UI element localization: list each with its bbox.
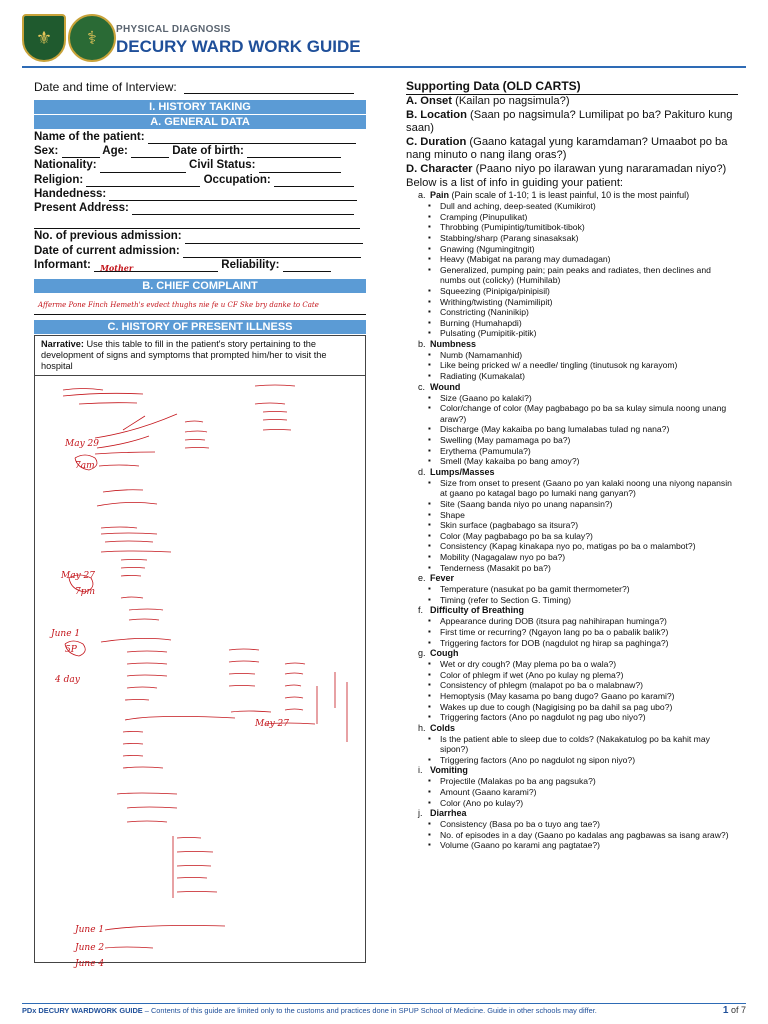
list-item: ▪ Is the patient able to sleep due to colds? (Nakakatulog po ba kahit may sipon?)	[440, 734, 738, 755]
list-item: ▪ Site (Saang banda niyo po unang napansin?)	[440, 499, 738, 510]
narrative-instructions	[35, 336, 365, 375]
chief-complaint-band: B. CHIEF COMPLAINT	[34, 279, 366, 293]
duration-label: C. Duration	[406, 135, 467, 148]
caduceus-icon: ⚕	[87, 27, 97, 49]
address-field[interactable]	[132, 204, 354, 215]
school-logo	[22, 14, 66, 62]
dob-label: Date of birth:	[172, 145, 244, 158]
onset-label: A. Onset	[406, 95, 453, 107]
civil-status-field[interactable]	[259, 162, 341, 173]
section-heading	[418, 605, 738, 616]
nationality-label: Nationality:	[34, 159, 97, 172]
sex-field[interactable]	[62, 147, 100, 158]
list-item: ▪ Cramping (Pinupulikat)	[440, 212, 738, 223]
narrative-box[interactable]	[34, 335, 366, 970]
narrative-label: Narrative:	[41, 339, 84, 350]
history-taking-band: I. HISTORY TAKING	[34, 100, 366, 114]
handedness-field[interactable]	[109, 190, 357, 201]
character-sections	[406, 190, 738, 851]
handedness-label: Handedness:	[34, 187, 107, 200]
list-item: ▪ Wet or dry cough? (May plema po ba o wala?)	[440, 659, 738, 670]
section-title: Pain	[430, 190, 450, 201]
section-list	[440, 776, 738, 808]
list-item: ▪ Consistency of phlegm (malapot po ba o malabnaw?)	[440, 680, 738, 691]
interview-date-label: Date and time of Interview:	[34, 80, 177, 94]
list-item: ▪ Size from onset to present (Gaano po yan kalaki noong una niyong napansin at gaano po katagal bago po lumaki nang ganyan?)	[440, 478, 738, 499]
section-letter: h.	[418, 722, 426, 733]
note-date-4: June 1	[75, 925, 105, 936]
list-item: ▪ Triggering factors (Ano po nagdulot ng sipon niyo?)	[440, 755, 738, 766]
list-item: ▪ Burning (Humahapdi)	[440, 318, 738, 329]
note-time-2: 7pm	[75, 587, 96, 598]
age-field[interactable]	[131, 147, 169, 158]
current-admission-field[interactable]	[183, 247, 361, 258]
list-item: ▪ Radiating (Kumakalat)	[440, 371, 738, 382]
narrative-text: Use this table to fill in the patient's story pertaining to the development of signs and symptoms that prompted him/her to visit the hospital	[41, 339, 327, 372]
section-letter: a.	[418, 190, 426, 201]
informant-field[interactable]	[94, 261, 218, 272]
chief-complaint-field[interactable]: Afferme Pone Finch Hemeth's evdect thughs nie fe u CF Ske bry danke to Cate	[34, 297, 366, 315]
previous-admission-label: No. of previous admission:	[34, 230, 182, 243]
section-list	[440, 819, 738, 851]
duration-text: (Gaano katagal yung karamdaman? Umaabot po ba nang minuto o nang ilang oras?)	[406, 135, 728, 162]
section-title: Colds	[430, 722, 456, 733]
list-item: ▪ Like being pricked w/ a needle/ tingling (tinutusok ng karayom)	[440, 360, 738, 371]
section-heading	[418, 765, 738, 776]
location-item	[406, 109, 738, 136]
general-data-form	[34, 130, 366, 272]
narrative-divider	[35, 375, 365, 376]
section-heading	[418, 808, 738, 819]
nationality-field[interactable]	[100, 162, 186, 173]
section-list	[440, 659, 738, 723]
general-data-band: A. GENERAL DATA	[34, 115, 366, 129]
right-column	[406, 79, 738, 851]
list-item: ▪ Consistency (Basa po ba o tuyo ang tae?)	[440, 819, 738, 830]
header-subtitle: PHYSICAL DIAGNOSIS	[116, 24, 231, 35]
section-letter: f.	[418, 605, 424, 616]
note-date-3: June 1	[51, 629, 81, 640]
list-item: ▪ Size (Gaano po kalaki?)	[440, 393, 738, 404]
list-item: ▪ Tenderness (Masakit po ba?)	[440, 563, 738, 574]
list-item: ▪ Hemoptysis (May kasama po bang dugo? Gaano po karami?)	[440, 691, 738, 702]
section-title: Wound	[430, 381, 461, 392]
address-field-line2[interactable]	[34, 218, 360, 229]
section-heading	[418, 190, 738, 201]
list-item: ▪ Wakes up due to cough (Nagigising po ba dahil sa pag ubo?)	[440, 702, 738, 713]
age-label: Age:	[102, 145, 128, 158]
list-item: ▪ Erythema (Pamumula?)	[440, 446, 738, 457]
section-heading	[418, 723, 738, 734]
section-note: (Pain scale of 1-10; 1 is least painful, 10 is the most painful)	[449, 190, 690, 201]
section-letter: i.	[418, 765, 423, 776]
character-text: (Paano niyo po ilarawan yung nararamadan niyo?) Below is a list of info in guiding your patient:	[406, 162, 727, 189]
civil-status-label: Civil Status:	[189, 159, 256, 172]
section-list	[440, 584, 738, 605]
religion-field[interactable]	[86, 176, 200, 187]
section-title: Cough	[430, 648, 459, 659]
interview-date-row	[34, 80, 366, 94]
list-item: ▪ Squeezing (Pinipiga/pinipisil)	[440, 286, 738, 297]
section-title: Lumps/Masses	[430, 466, 495, 477]
note-time-3: 5P	[65, 645, 77, 656]
section-heading	[418, 648, 738, 659]
list-item: ▪ Skin surface (pagbabago sa itsura?)	[440, 520, 738, 531]
list-item: ▪ Dull and aching, deep-seated (Kumikirot)	[440, 201, 738, 212]
sex-label: Sex:	[34, 145, 59, 158]
section-list	[440, 201, 738, 339]
header-title: DECURY WARD WORK GUIDE	[116, 37, 361, 56]
interview-date-field[interactable]	[184, 82, 354, 94]
section-title: Fever	[430, 573, 455, 584]
note-duration: 4 day	[55, 675, 80, 686]
section-heading	[418, 573, 738, 584]
supporting-data-title: Supporting Data (OLD CARTS)	[406, 79, 738, 95]
location-label: B. Location	[406, 108, 467, 121]
informant-label: Informant:	[34, 258, 91, 271]
list-item: ▪ Appearance during DOB (itsura pag nahihirapan huminga?)	[440, 616, 738, 627]
left-column	[34, 80, 366, 970]
section-title: Vomiting	[430, 765, 468, 776]
list-item: ▪ Color (May pagbabago po ba sa kulay?)	[440, 531, 738, 542]
footer	[22, 1003, 746, 1015]
page-number: 1	[722, 1005, 729, 1016]
list-item: ▪ No. of episodes in a day (Gaano po kadalas ang pagbawas sa isang araw?)	[440, 830, 738, 841]
list-item: ▪ Color/change of color (May pagbabago po ba sa kulay simula noong unang araw?)	[440, 403, 738, 424]
informant-handwriting: Mother	[100, 263, 134, 274]
section-list	[440, 393, 738, 467]
fleur-de-lis-icon: ⚜	[35, 27, 53, 49]
previous-admission-field[interactable]	[185, 233, 363, 244]
list-item: ▪ Mobility (Nagagalaw nyo po ba?)	[440, 552, 738, 563]
list-item: ▪ Projectile (Malakas po ba ang pagsuka?)	[440, 776, 738, 787]
list-item: ▪ Triggering factors for DOB (nagdulot ng hirap sa paghinga?)	[440, 638, 738, 649]
list-item: ▪ Smell (May kakaiba po bang amoy?)	[440, 456, 738, 467]
list-item: ▪ Constricting (Naninikip)	[440, 307, 738, 318]
section-letter: g.	[418, 648, 426, 659]
list-item: ▪ Gnawing (Ngumingitngit)	[440, 244, 738, 255]
character-label: D. Character	[406, 162, 473, 175]
list-item: ▪ Pulsating (Pumipitik-pitik)	[440, 328, 738, 339]
list-item: ▪ Heavy (Mabigat na parang may dumadagan)	[440, 254, 738, 265]
list-item: ▪ Generalized, pumping pain; pain peaks and radiates, then declines and numbs out (colicky) (Humihilab)	[440, 265, 738, 286]
footer-brand: PDx DECURY WARDWORK GUIDE	[22, 1006, 143, 1015]
character-item	[406, 163, 738, 190]
name-label: Name of the patient:	[34, 131, 145, 143]
section-list	[440, 350, 738, 382]
medicine-seal-logo	[68, 14, 116, 62]
page-indicator	[723, 1005, 746, 1016]
section-heading	[418, 339, 738, 350]
occupation-label: Occupation:	[203, 173, 271, 186]
section-heading	[418, 382, 738, 393]
page-total: of 7	[730, 1005, 746, 1015]
section-list	[440, 616, 738, 648]
reliability-field[interactable]	[283, 261, 331, 272]
list-item: ▪ Triggering factors (Ano po nagdulot ng pag ubo niyo?)	[440, 712, 738, 723]
section-letter: e.	[418, 573, 426, 584]
footer-text: – Contents of this guide are limited only to the customs and practices done in SPUP School of Medicine. Guide in other schools may differ.	[142, 1006, 597, 1015]
note-date-2: May 27	[61, 571, 95, 582]
current-admission-label: Date of current admission:	[34, 244, 180, 257]
location-text: (Saan po nagsimula? Lumilipat po ba? Pakituro kung saan)	[406, 108, 733, 135]
header-divider	[22, 66, 746, 68]
note-date-1: May 29	[65, 439, 99, 450]
list-item: ▪ Amount (Gaano karami?)	[440, 787, 738, 798]
onset-item	[406, 95, 738, 109]
section-letter: b.	[418, 338, 426, 349]
handwritten-notes	[35, 382, 365, 970]
section-heading	[418, 467, 738, 478]
note-date-5: June 2	[75, 943, 105, 954]
list-item: ▪ Consistency (Kapag kinakapa nyo po, matigas po ba o malambot?)	[440, 541, 738, 552]
note-date-7: May 27	[255, 719, 289, 730]
list-item: ▪ Swelling (May pamamaga po ba?)	[440, 435, 738, 446]
list-item: ▪ Volume (Gaano po karami ang pagtatae?)	[440, 840, 738, 851]
section-title: Diarrhea	[430, 808, 467, 819]
name-field[interactable]	[148, 133, 356, 144]
list-item: ▪ Shape	[440, 510, 738, 521]
section-list	[440, 478, 738, 573]
onset-text: (Kailan po nagsimula?)	[452, 95, 570, 107]
list-item: ▪ Discharge (May kakaiba po bang lumalabas tulad ng nana?)	[440, 424, 738, 435]
section-letter: j.	[418, 808, 423, 819]
note-time-1: 7am	[75, 461, 95, 472]
list-item: ▪ First time or recurring? (Ngayon lang po ba o pabalik balik?)	[440, 627, 738, 638]
list-item: ▪ Timing (refer to Section G. Timing)	[440, 595, 738, 606]
note-date-6: June 4	[75, 959, 105, 970]
occupation-field[interactable]	[274, 176, 354, 187]
section-list	[440, 734, 738, 766]
duration-item	[406, 136, 738, 163]
section-title: Numbness	[430, 338, 477, 349]
list-item: ▪ Color (Ano po kulay?)	[440, 798, 738, 809]
list-item: ▪ Numb (Namamanhid)	[440, 350, 738, 361]
reliability-label: Reliability:	[221, 258, 280, 271]
list-item: ▪ Color of phlegm if wet (Ano po kulay ng plema?)	[440, 670, 738, 681]
list-item: ▪ Stabbing/sharp (Parang sinasaksak)	[440, 233, 738, 244]
section-letter: d.	[418, 466, 426, 477]
address-label: Present Address:	[34, 202, 129, 215]
religion-label: Religion:	[34, 173, 84, 186]
list-item: ▪ Throbbing (Pumipintig/tumitibok-tibok)	[440, 222, 738, 233]
section-title: Difficulty of Breathing	[430, 605, 524, 616]
list-item: ▪ Writhing/twisting (Namimilipit)	[440, 297, 738, 308]
hpi-band: C. HISTORY OF PRESENT ILLNESS	[34, 320, 366, 334]
section-letter: c.	[418, 381, 426, 392]
list-item: ▪ Temperature (nasukat po ba gamit thermometer?)	[440, 584, 738, 595]
dob-field[interactable]	[247, 147, 341, 158]
